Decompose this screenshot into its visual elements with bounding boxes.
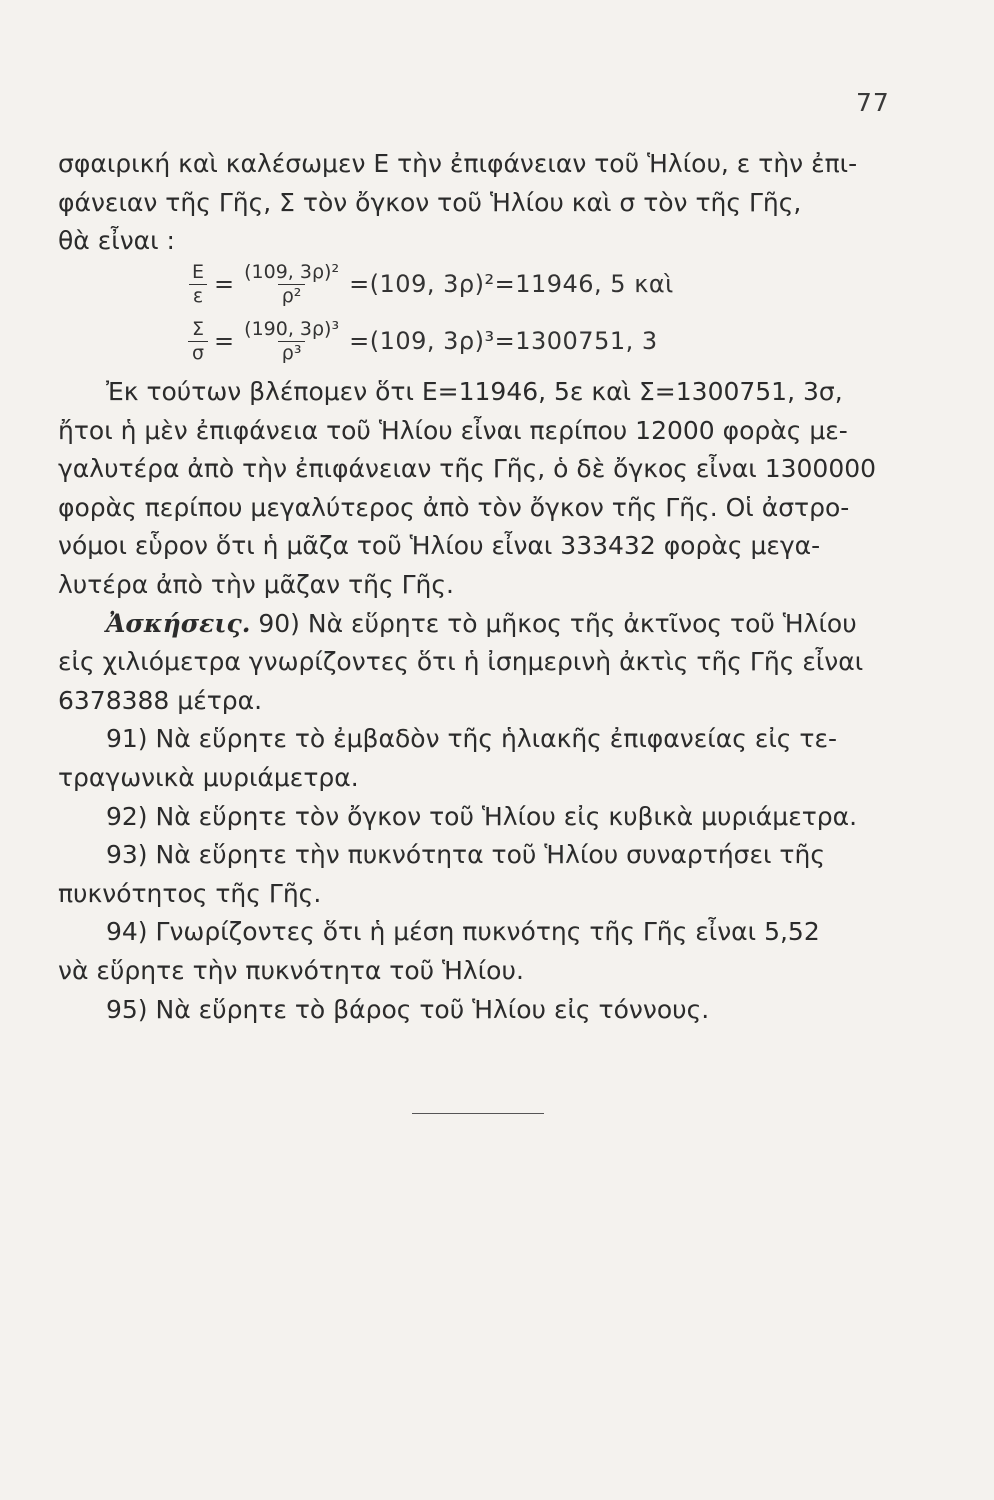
exercise-93-line: 93) Νὰ εὕρητε τὴν πυκνότητα τοῦ Ἡλίου συναρτήσει τῆς bbox=[106, 840, 825, 870]
exercise-94-line: 94) Γνωρίζοντες ὅτι ἡ μέση πυκνότης τῆς Γῆς εἶναι 5,52 bbox=[106, 917, 820, 947]
formula-result: =(109, 3ρ)²=11946, 5 καὶ bbox=[349, 270, 674, 298]
exercises-heading: Ἀσκήσεις. bbox=[106, 608, 251, 638]
paragraph-line: ἤτοι ἡ μὲν ἐπιφάνεια τοῦ Ἡλίου εἶναι περίπου 12000 φορὰς με- bbox=[58, 415, 848, 445]
exercise-90-text: 90) Νὰ εὕρητε τὸ μῆκος τῆς ἀκτῖνος τοῦ Ἡλίου bbox=[258, 608, 857, 638]
intro-paragraph bbox=[58, 145, 896, 261]
intro-line: θὰ εἶναι : bbox=[58, 226, 175, 256]
fraction-numerator: Σ bbox=[192, 317, 205, 340]
exercise-90-line: εἰς χιλιόμετρα γνωρίζοντες ὅτι ἡ ἰσημερινὴ ἀκτὶς τῆς Γῆς εἶναι bbox=[58, 647, 864, 677]
exercise-95-line: 95) Νὰ εὕρητε τὸ βάρος τοῦ Ἡλίου εἰς τόννους. bbox=[106, 994, 710, 1024]
paragraph-line: φορὰς περίπου μεγαλύτερος ἀπὸ τὸν ὄγκον τῆς Γῆς. Οἱ ἀστρο- bbox=[58, 492, 850, 522]
exercise-91-line: 91) Νὰ εὕρητε τὸ ἐμβαδὸν τῆς ἡλιακῆς ἐπιφανείας εἰς τε- bbox=[106, 724, 837, 754]
exercise-94-line: νὰ εὕρητε τὴν πυκνότητα τοῦ Ἡλίου. bbox=[58, 955, 524, 985]
fraction-lhs bbox=[188, 317, 208, 364]
intro-line: σφαιρική καὶ καλέσωμεν E τὴν ἐπιφάνειαν τοῦ Ἡλίου, ε τὴν ἐπι- bbox=[58, 149, 858, 178]
fraction-numerator: E bbox=[192, 260, 205, 283]
fraction-denominator: σ bbox=[188, 341, 208, 363]
fraction-rhs bbox=[240, 260, 343, 307]
fraction-denominator: ε bbox=[189, 284, 207, 306]
fraction-rhs bbox=[240, 317, 343, 364]
fraction-denominator: ρ³ bbox=[278, 341, 306, 363]
fraction-numerator: (109, 3ρ)² bbox=[244, 260, 340, 283]
fraction-numerator: (190, 3ρ)³ bbox=[244, 317, 340, 340]
paragraph-line: νόμοι εὗρον ὅτι ἡ μᾶζα τοῦ Ἡλίου εἶναι 333432 φορὰς μεγα- bbox=[58, 531, 821, 561]
equals-sign: = bbox=[214, 270, 235, 298]
main-text bbox=[58, 373, 896, 1029]
fraction-lhs bbox=[188, 260, 208, 307]
exercise-90-line bbox=[58, 605, 896, 644]
exercise-92-line: 92) Νὰ εὕρητε τὸν ὄγκον τοῦ Ἡλίου εἰς κυβικὰ μυριάμετρα. bbox=[106, 801, 858, 831]
exercise-90-line: 6378388 μέτρα. bbox=[58, 685, 263, 715]
formula-surface-ratio bbox=[188, 256, 674, 312]
paragraph-line: γαλυτέρα ἀπὸ τὴν ἐπιφάνειαν τῆς Γῆς, ὁ δὲ ὄγκος εἶναι 1300000 bbox=[58, 454, 877, 484]
formula-volume-ratio bbox=[188, 313, 658, 369]
formula-result: =(109, 3ρ)³=1300751, 3 bbox=[349, 327, 658, 355]
page-number: 77 bbox=[856, 88, 890, 117]
intro-line: φάνειαν τῆς Γῆς, Σ τὸν ὄγκον τοῦ Ἡλίου καὶ σ τὸν τῆς Γῆς, bbox=[58, 187, 802, 217]
paragraph-line: λυτέρα ἀπὸ τὴν μᾶζαν τῆς Γῆς. bbox=[58, 569, 454, 599]
paragraph-line: Ἐκ τούτων βλέπομεν ὅτι E=11946, 5ε καὶ Σ=1300751, 3σ, bbox=[106, 377, 843, 406]
equals-sign: = bbox=[214, 327, 235, 355]
section-end-rule bbox=[412, 1113, 544, 1114]
exercise-93-line: πυκνότητος τῆς Γῆς. bbox=[58, 878, 322, 908]
exercise-91-line: τραγωνικὰ μυριάμετρα. bbox=[58, 762, 359, 792]
fraction-denominator: ρ² bbox=[278, 284, 306, 306]
